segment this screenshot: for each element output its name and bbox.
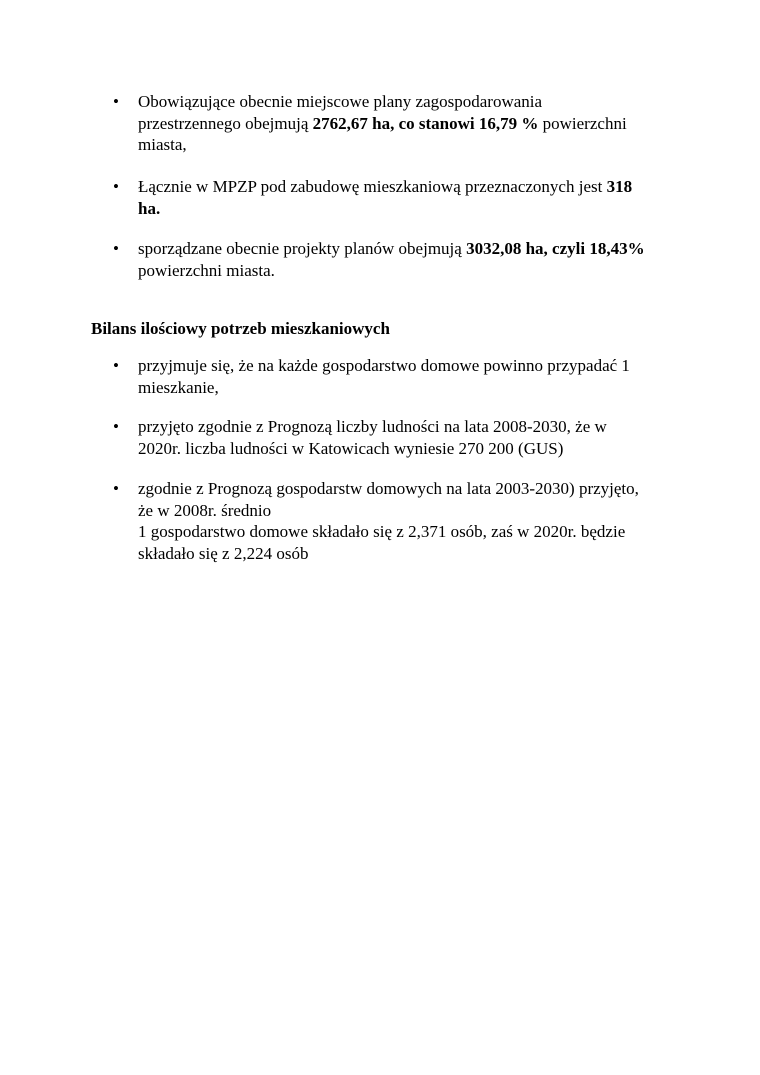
text-line bbox=[138, 113, 678, 135]
list-item-text bbox=[138, 416, 678, 459]
text-line bbox=[138, 176, 678, 198]
bold-text-run: 2762,67 ha, co stanowi 16,79 % bbox=[312, 113, 539, 133]
text-line bbox=[138, 438, 678, 460]
text-line bbox=[138, 521, 678, 543]
list-item-text bbox=[138, 238, 678, 281]
text-line bbox=[138, 134, 678, 156]
text-run: przestrzennego obejmują bbox=[138, 113, 313, 133]
text-line bbox=[138, 416, 678, 438]
bold-text-run: 318 bbox=[606, 177, 633, 196]
text-line bbox=[138, 238, 678, 260]
section-heading: Bilans ilościowy potrzeb mieszkaniowych bbox=[91, 319, 390, 338]
text-line bbox=[138, 478, 678, 500]
list-item-text bbox=[138, 91, 678, 156]
bullet-icon: • bbox=[113, 356, 119, 375]
text-run: powierzchni bbox=[538, 113, 627, 133]
text-run: 1 gospodarstwo domowe składało się z 2,371 osób, zaś w 2020r. będzie bbox=[138, 522, 626, 541]
text-run: sporządzane obecnie projekty planów obejmują bbox=[138, 239, 467, 258]
text-line bbox=[138, 543, 678, 565]
bold-text-run: 3032,08 ha, czyli 18,43% bbox=[466, 239, 645, 258]
text-line bbox=[138, 355, 678, 377]
text-line bbox=[138, 260, 678, 282]
text-line bbox=[138, 377, 678, 399]
list-item-text bbox=[138, 355, 678, 398]
bullet-icon: • bbox=[113, 417, 119, 436]
bullet-icon: • bbox=[113, 92, 119, 111]
text-run: przyjmuje się, że na każde gospodarstwo domowe powinno przypadać 1 bbox=[138, 356, 630, 375]
text-run: że w 2008r. średnio bbox=[138, 500, 272, 520]
text-run: Obowiązujące obecnie miejscowe plany zagospodarowania bbox=[138, 92, 543, 111]
text-run: 2020r. liczba ludności w Katowicach wyniesie 270 200 (GUS) bbox=[138, 438, 564, 458]
text-line bbox=[138, 198, 678, 220]
bold-text-run: ha. bbox=[138, 198, 161, 218]
list-item-text bbox=[138, 176, 678, 219]
list-item-text bbox=[138, 478, 678, 564]
text-line bbox=[138, 500, 678, 522]
text-line bbox=[138, 91, 678, 113]
text-run: składało się z 2,224 osób bbox=[138, 543, 309, 563]
bullet-icon: • bbox=[113, 479, 119, 498]
bullet-icon: • bbox=[113, 239, 119, 258]
text-run: mieszkanie, bbox=[138, 377, 219, 397]
text-run: zgodnie z Prognozą gospodarstw domowych na lata 2003-2030) przyjęto, bbox=[138, 479, 639, 498]
text-run: przyjęto zgodnie z Prognozą liczby ludności na lata 2008-2030, że w bbox=[138, 417, 607, 436]
bullet-icon: • bbox=[113, 177, 119, 196]
text-run: Łącznie w MPZP pod zabudowę mieszkaniową przeznaczonych jest bbox=[138, 177, 607, 196]
text-run: miasta, bbox=[138, 135, 187, 154]
text-run: powierzchni miasta. bbox=[138, 260, 275, 280]
